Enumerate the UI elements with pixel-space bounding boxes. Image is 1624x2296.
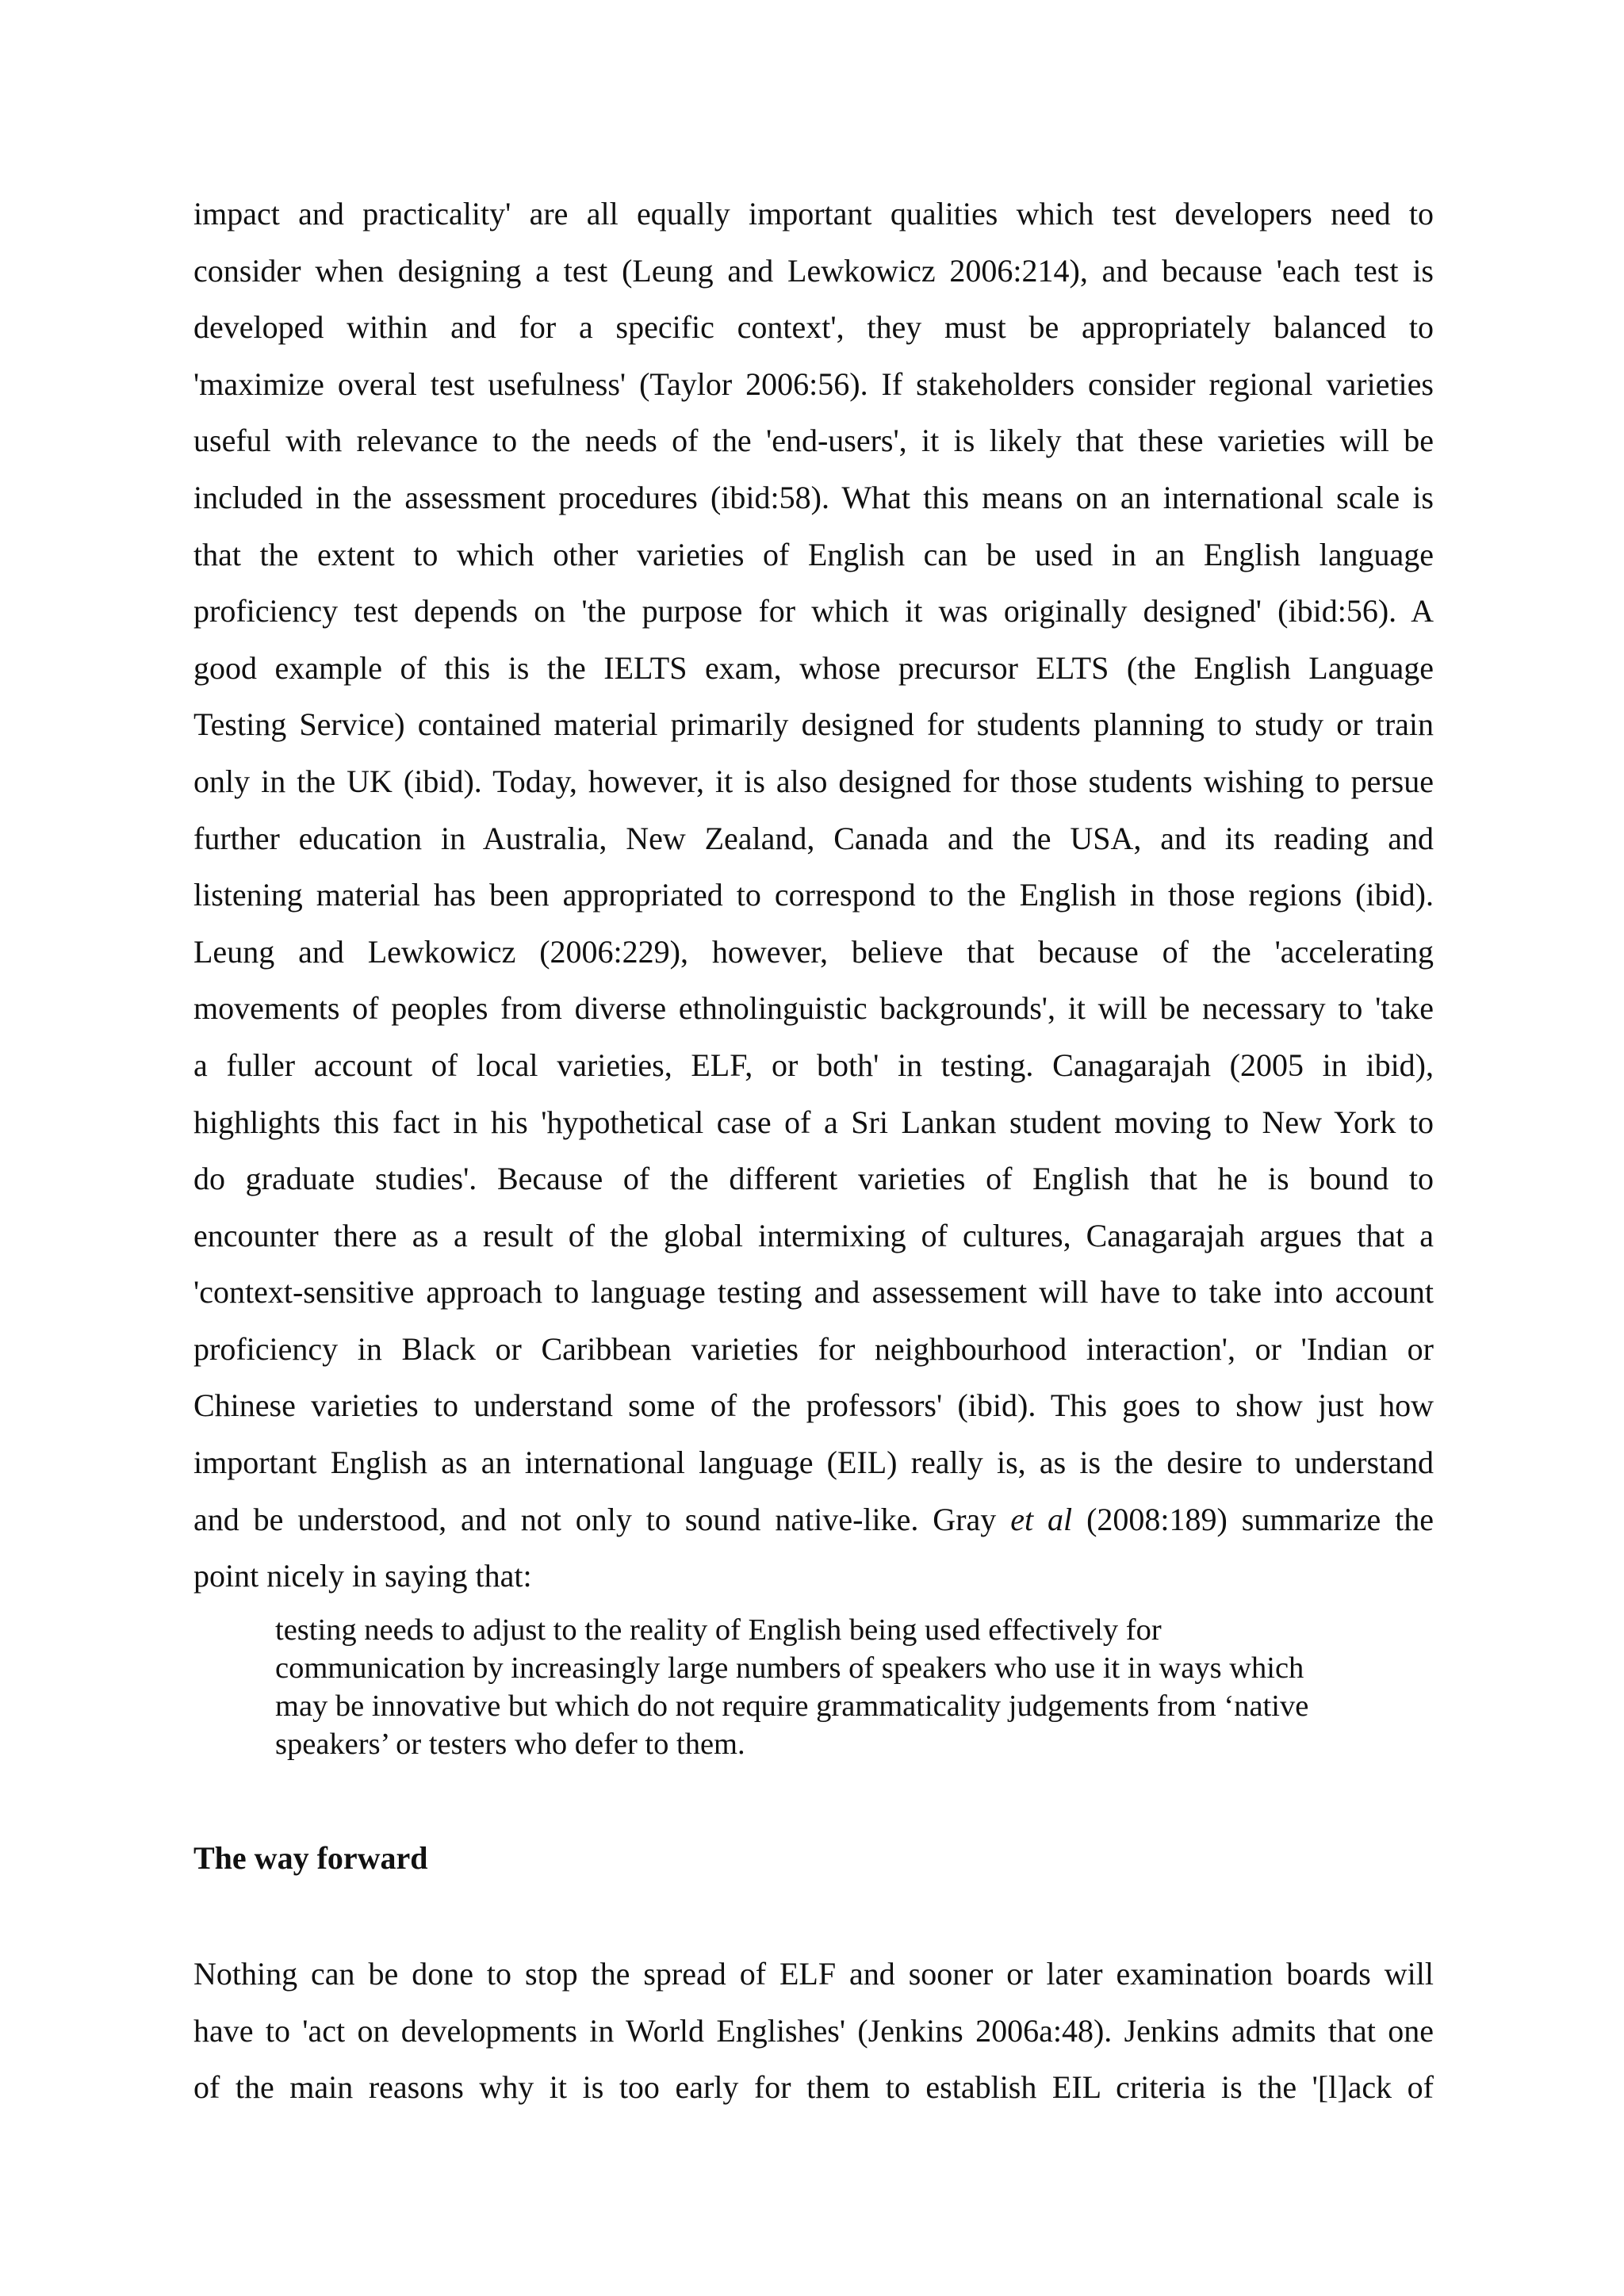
paragraph-line: further education in Australia, New Zealand, Canada and the USA, and its reading and [193, 820, 1434, 856]
paragraph-line: useful with relevance to the needs of the 'end-users', it is likely that these varieties will be [193, 423, 1434, 459]
paragraph-line: of the main reasons why it is too early for them to establish EIL criteria is the '[l]ack of [193, 2069, 1434, 2106]
paragraph-line: proficiency test depends on 'the purpose for which it was originally designed' (ibid:56). A [193, 593, 1434, 629]
paragraph-line: impact and practicality' are all equally important qualities which test developers need to [193, 196, 1434, 232]
body-paragraph-2 [193, 1946, 1434, 2116]
body-paragraph-1 [193, 186, 1434, 1605]
block-quote [275, 1611, 1385, 1763]
quote-line: communication by increasingly large numbers of speakers who use it in ways which [275, 1651, 1304, 1685]
paragraph-line: encounter there as a result of the global intermixing of cultures, Canagarajah argues that a [193, 1217, 1434, 1253]
section-heading: The way forward [193, 1840, 428, 1876]
paragraph-line: listening material has been appropriated to correspond to the English in those regions (ibid). [193, 877, 1434, 913]
paragraph-last-line: point nicely in saying that: [193, 1558, 532, 1594]
quote-line: speakers’ or testers who defer to them. [275, 1728, 745, 1761]
paragraph-line: good example of this is the IELTS exam, whose precursor ELTS (the English Language [193, 649, 1434, 686]
paragraph-line: proficiency in Black or Caribbean varieties for neighbourhood interaction', or 'Indian or [193, 1330, 1434, 1367]
italic-citation: et al [1010, 1501, 1073, 1537]
paragraph-line: have to 'act on developments in World Englishes' (Jenkins 2006a:48). Jenkins admits that one [193, 2012, 1434, 2049]
paragraph-line: highlights this fact in his 'hypothetical case of a Sri Lankan student moving to New York to [193, 1104, 1434, 1140]
paragraph-line: a fuller account of local varieties, ELF, or both' in testing. Canagarajah (2005 in ibid), [193, 1047, 1434, 1083]
quote-line: testing needs to adjust to the reality of English being used effectively for [275, 1613, 1162, 1647]
paragraph-line: that the extent to which other varieties of English can be used in an English language [193, 536, 1434, 572]
quote-line: may be innovative but which do not require grammaticality judgements from ‘native [275, 1689, 1309, 1723]
paragraph-line: Chinese varieties to understand some of the professors' (ibid). This goes to show just how [193, 1387, 1434, 1424]
paragraph-line-with-italic [193, 1491, 1434, 1548]
paragraph-line: included in the assessment procedures (ibid:58). What this means on an international scale is [193, 479, 1434, 515]
paragraph-line: only in the UK (ibid). Today, however, it is also designed for those students wishing to persue [193, 763, 1434, 799]
paragraph-line: do graduate studies'. Because of the different varieties of English that he is bound to [193, 1161, 1434, 1197]
paragraph-line: consider when designing a test (Leung and Lewkowicz 2006:214), and because 'each test is [193, 252, 1434, 289]
line-text: and be understood, and not only to sound native-like. Gray [193, 1501, 997, 1537]
paragraph-line: movements of peoples from diverse ethnolinguistic backgrounds', it will be necessary to 'take [193, 990, 1434, 1027]
paragraph-line: 'maximize overal test usefulness' (Taylor 2006:56). If stakeholders consider regional varieties [193, 365, 1434, 402]
paragraph-line: 'context-sensitive approach to language testing and assessement will have to take into account [193, 1274, 1434, 1311]
line-text: (2008:189) summarize the [1086, 1501, 1434, 1537]
paragraph-line: developed within and for a specific context', they must be appropriately balanced to [193, 309, 1434, 346]
paragraph-line: Leung and Lewkowicz (2006:229), however, believe that because of the 'accelerating [193, 933, 1434, 970]
paragraph-line: Nothing can be done to stop the spread of ELF and sooner or later examination boards will [193, 1956, 1434, 1992]
paragraph-line: Testing Service) contained material primarily designed for students planning to study or train [193, 706, 1434, 743]
paragraph-line: important English as an international language (EIL) really is, as is the desire to understand [193, 1445, 1434, 1481]
